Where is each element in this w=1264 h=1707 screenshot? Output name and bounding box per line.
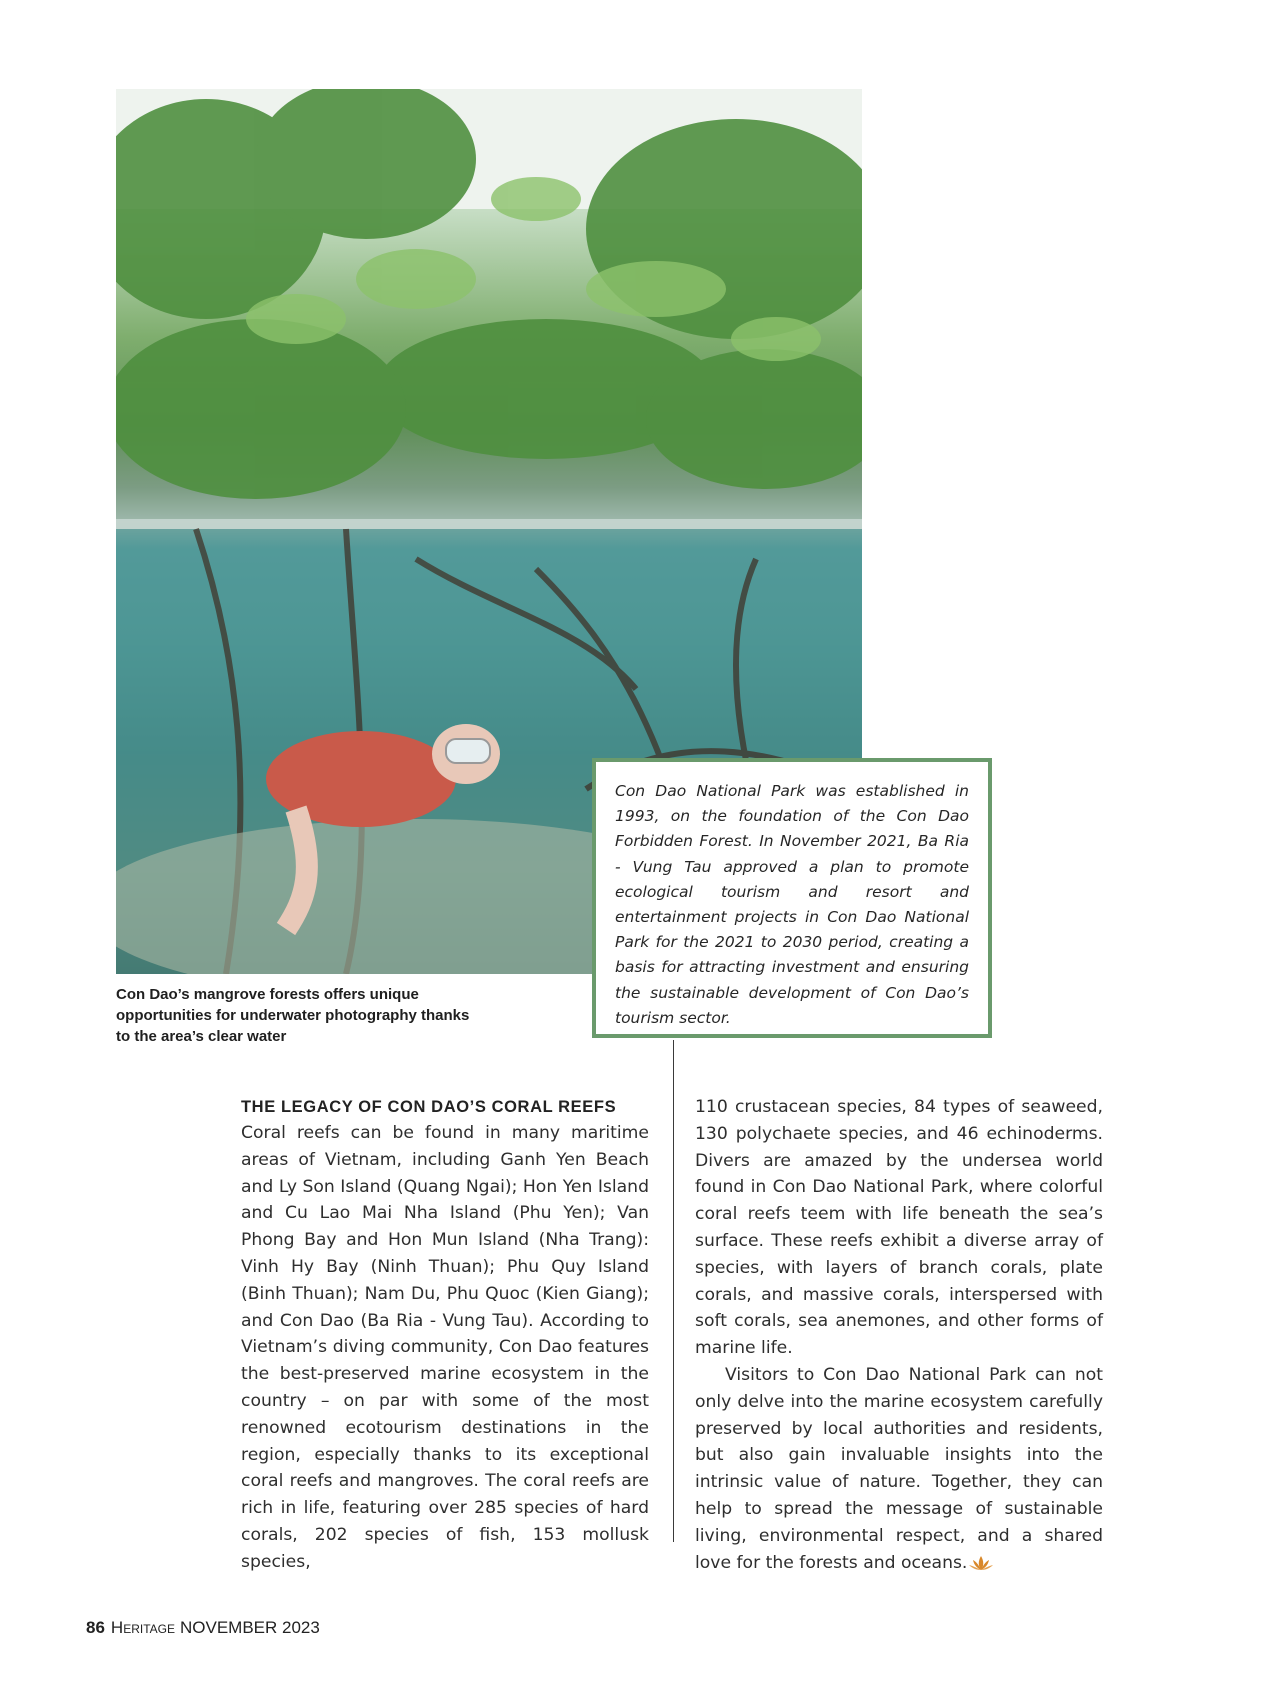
article-paragraph [695,1362,1103,1576]
article-paragraph: Coral reefs can be found in many maritime areas of Vietnam, including Ganh Yen Beach and Ly Son Island (Quang Ngai); Hon Yen Island and Cu Lao Mai Nha Island (Phu Yen); Van Phong Bay and Hon Mun Island (Nha Trang): Vinh Hy Bay (Ninh Thuan); Phu Quy Island (Binh Thuan); Nam Du, Phu Quoc (Kien Giang); and Con Dao (Ba Ria - Vung Tau). According to Vietnam’s diving community, Con Dao features the best-preserved marine ecosystem in the country – on par with some of the most renowned ecotourism destinations in the region, especially thanks to its exceptional coral reefs and mangroves. The coral reefs are rich in life, featuring over 285 species of hard corals, 202 species of fish, 153 mollusk species, [241,1123,649,1572]
article-column-right [695,1094,1103,1576]
lotus-icon [969,1555,993,1571]
info-box [592,758,992,1038]
page-number: 86 [86,1618,105,1637]
article-column-left [241,1094,649,1576]
column-divider [673,1040,674,1542]
magazine-name: Heritage [110,1618,175,1637]
page-footer [86,1618,320,1638]
article-paragraph: 110 crustacean species, 84 types of seaweed, 130 polychaete species, and 46 echinoderms. Divers are amazed by the undersea world found in Con Dao National Park, where colorful coral reefs teem with life beneath the sea’s surface. These reefs exhibit a diverse array of species, with layers of branch corals, plate corals, and massive corals, interspersed with soft corals, sea anemones, and other forms of marine life. [695,1097,1103,1359]
photo-caption: Con Dao’s mangrove forests offers unique opportunities for underwater photography thanks to the area’s clear water [116,986,470,1045]
section-heading: THE LEGACY OF CON DAO’S CORAL REEFS [241,1098,617,1116]
issue-date: NOVEMBER 2023 [179,1618,320,1637]
info-box-text: Con Dao National Park was established in 1993, on the foundation of the Con Dao Forbidden Forest. In November 2021, Ba Ria - Vung Tau approved a plan to promote ecological tourism and resort and entertainment projects in Con Dao National Park for the 2021 to 2030 period, creating a basis for attracting investment and ensuring the sustainable development of Con Dao’s tourism sector. [615,782,969,1027]
closing-paragraph-text: Visitors to Con Dao National Park can not only delve into the marine ecosystem carefully preserved by local authorities and residents, but also gain invaluable insights into the intrinsic value of nature. Together, they can help to spread the message of sustainable living, environmental respect, and a shared love for the forests and oceans. [695,1364,1103,1573]
